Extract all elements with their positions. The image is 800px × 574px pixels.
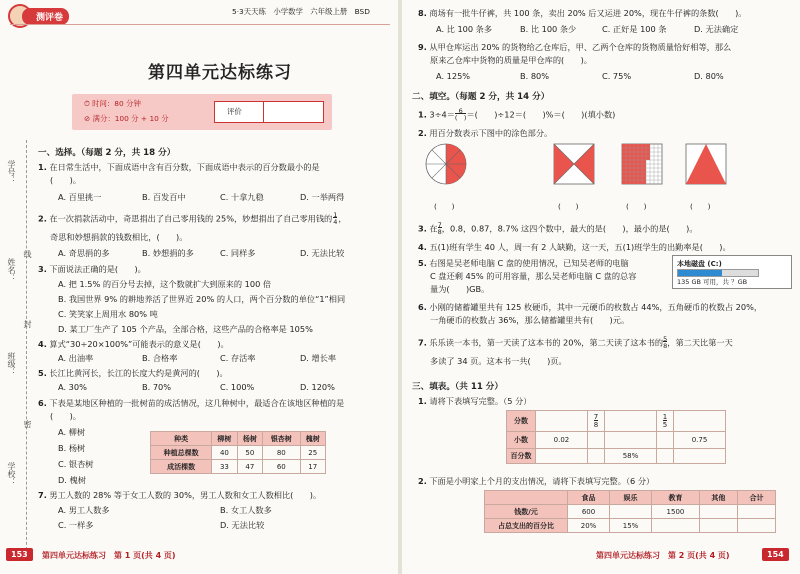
q2-text2: 奇思和妙想捐款的钱数相比，( )。: [50, 232, 188, 242]
f7-frac-num: 5: [663, 335, 668, 343]
right-page: [402, 0, 800, 574]
q8-option-b[interactable]: B. 比 100 条少: [520, 24, 577, 34]
t1-frac-2: [663, 413, 667, 429]
f7-text2: 多读了 34 页。这本书一共( )页。: [430, 356, 567, 366]
t1-cell[interactable]: [656, 449, 673, 464]
t1-cell-frac-2: [656, 411, 673, 432]
t2-th: 食品: [568, 491, 610, 505]
full-score-text: 满分：100 分 + 10 分: [92, 114, 169, 123]
square-figure: [554, 144, 594, 184]
f3: 3. 在$\frac{7}{8}$，0.8，0.87，8.7% 这四个数中，最大的是( )，最小的是( )。: [418, 221, 698, 236]
t2-cell: 600: [568, 505, 610, 519]
q3-option-b[interactable]: B. 我国世界 9% 的耕地养活了世界近 20% 的人口，两个百分数的单位“1”相同: [58, 294, 346, 304]
f2-blank-1[interactable]: ( ): [434, 202, 455, 211]
q8-option-d[interactable]: D. 无法确定: [694, 24, 739, 34]
disk-bar: [677, 269, 759, 277]
q3-text: 下面说法正确的是( )。: [49, 264, 146, 274]
f7: 7. 乐乐读一本书，第一天读了这本书的 20%，第二天读了这本书的$\frac{5}{8}$，第二天比第一天: [418, 335, 733, 350]
table-row: [507, 449, 726, 464]
q6-th: 柳树: [212, 432, 237, 446]
q9-option-d[interactable]: D. 80%: [694, 71, 724, 81]
t1-cell[interactable]: [605, 432, 657, 449]
t2-cell: 20%: [568, 519, 610, 533]
t2-th: [485, 491, 568, 505]
class-label: 班级：: [7, 352, 16, 376]
f1-frac-num: 6: [458, 107, 463, 115]
t2-cell[interactable]: [699, 505, 737, 519]
q6-cell: 25: [300, 446, 326, 460]
f3-frac-num: 7: [437, 221, 442, 229]
page-number-right: 154: [762, 548, 789, 561]
q7-option-d[interactable]: D. 无法比较: [220, 520, 265, 530]
q7-text: 男工人数的 28% 等于女工人数的 30%，男工人数和女工人数相比( )。: [49, 490, 322, 500]
eval-divider: [263, 102, 264, 122]
q4-option-a[interactable]: A. 出油率: [58, 353, 94, 363]
q4-option-c[interactable]: C. 存活率: [220, 353, 256, 363]
table-row: [485, 505, 776, 519]
f7-text-b: ，第二天比第一天: [667, 337, 733, 348]
t2-row-label: 钱数/元: [485, 505, 568, 519]
t1-table: [506, 410, 726, 464]
t1-cell: 0.02: [536, 432, 588, 449]
f7-frac-den: 8: [663, 342, 668, 350]
disk-title: 本地磁盘 (C:): [677, 260, 722, 268]
q6-option-c[interactable]: C. 银杏树: [58, 459, 94, 469]
t1-cell[interactable]: [674, 411, 726, 432]
school-label: 学校：: [7, 462, 16, 486]
q3: 3. 下面说法正确的是( )。: [38, 264, 146, 274]
t1-frac-2-num: 1: [662, 413, 668, 421]
q6-cell: 成活棵数: [151, 460, 212, 474]
f5-text: 右图是吴老师电脑 C 盘的使用情况，已知吴老师的电脑: [429, 258, 629, 268]
disk-bar-fill: [678, 270, 722, 276]
f6: 6. 小刚的储蓄罐里共有 125 枚硬币，其中一元硬币的枚数占 44%，五角硬币的枚数占 20%，: [418, 302, 763, 312]
time-label: ⏱ 时间：80 分钟: [84, 99, 141, 108]
section2-title: 二、填空。（每题 2 分，共 14 分）: [412, 92, 550, 102]
f2-text: 用百分数表示下图中的涂色部分。: [429, 128, 553, 138]
q6-cell: 40: [212, 446, 237, 460]
q9-option-b[interactable]: B. 80%: [520, 71, 550, 81]
footer-right-text: 第四单元达标练习 第 2 页(共 4 页): [596, 551, 730, 560]
q9-text: 从甲仓库运出 20% 的货物给乙仓库后，甲、乙两个仓库的货物质量恰好相等，那么: [429, 42, 732, 52]
q1-option-c[interactable]: C. 十拿九稳: [220, 192, 264, 202]
t2-th: 合计: [737, 491, 775, 505]
q1: 1. 在日常生活中，下面成语中含有百分数，下面成语中表示的百分数最小的是: [38, 162, 320, 172]
f3-text-b: ，0.8，0.87，8.7% 这四个数中，最大的是( )，最小的是( )。: [441, 223, 698, 234]
q2-option-d[interactable]: D. 无法比较: [300, 248, 345, 258]
t2-cell: 15%: [610, 519, 652, 533]
q6-table-header: [151, 432, 326, 446]
t1-cell[interactable]: [674, 449, 726, 464]
f5: 5. 右图是吴老师电脑 C 盘的使用情况，已知吴老师的电脑: [418, 258, 629, 268]
q8: 8. 商场有一批牛仔裤，共 100 条，卖出 20% 后又运进 20%，现在牛仔裤的条数( )。: [418, 8, 747, 18]
t1-frac-1-den: 8: [593, 421, 599, 429]
f1-frac-den[interactable]: ( ): [454, 114, 467, 122]
q6-cell: 50: [237, 446, 262, 460]
q1-option-a[interactable]: A. 百里挑一: [58, 192, 102, 202]
q9-option-c[interactable]: C. 75%: [602, 71, 632, 81]
q9-option-a[interactable]: A. 125%: [436, 71, 471, 81]
q7-option-a[interactable]: A. 男工人数多: [58, 505, 110, 515]
t1-cell[interactable]: [587, 432, 604, 449]
q7-option-b[interactable]: B. 女工人数多: [220, 505, 272, 515]
f3-frac-den: 8: [437, 228, 442, 236]
binding-mi: 密: [23, 420, 32, 428]
q6-cell: 47: [237, 460, 262, 474]
q6-cell: 种植总棵数: [151, 446, 212, 460]
f1-fraction: [455, 108, 467, 122]
t2-row-label: 占总支出的百分比: [485, 519, 568, 533]
f2-blank-4[interactable]: ( ): [690, 202, 711, 211]
q2-frac-den: 4: [333, 218, 338, 226]
t2-table: [484, 490, 776, 533]
page-title: 第四单元达标练习: [148, 63, 292, 83]
f5-text3: 量为( )GB。: [430, 284, 490, 294]
q6-th: 种类: [151, 432, 212, 446]
q4-text: 算式“30÷20×100%”可能表示的意义是( )。: [49, 339, 229, 349]
disk-info: 135 GB 可用，共 ？GB: [677, 278, 748, 286]
q8-option-c[interactable]: C. 正好是 100 条: [602, 24, 667, 34]
f6-text: 小刚的储蓄罐里共有 125 枚硬币，其中一元硬币的枚数占 44%，五角硬币的枚数占 20%，: [429, 302, 763, 312]
q6-th: 银杏树: [263, 432, 300, 446]
q2-text-b: ，: [338, 213, 347, 224]
info-box: [72, 94, 332, 130]
q1-option-d[interactable]: D. 一举两得: [300, 192, 345, 202]
t2-text: 下面是小明家上个月的支出情况，请将下表填写完整。（6 分）: [429, 476, 655, 486]
page-number-left: 153: [6, 548, 33, 561]
f1-text-b: ＝( )÷12＝( )%＝( )(填小数): [466, 109, 616, 120]
q3-option-a[interactable]: A. 把 1.5% 的百分号去掉，这个数就扩大到原来的 100 倍: [58, 279, 272, 289]
section3-title: 三、填表。（共 11 分）: [412, 382, 503, 392]
series-label: 5·3天天练 小学数学 六年级上册 BSD: [232, 7, 370, 16]
q2-option-a[interactable]: A. 奇思捐的多: [58, 248, 110, 258]
logo-badge: 测评卷: [22, 8, 69, 25]
t1-row-label: 百分数: [507, 449, 536, 464]
f1: 1. 3÷4＝ 6 ( )＝( )÷12＝( )%＝( )(填小数): [418, 107, 616, 122]
header-divider: [10, 24, 390, 25]
q5: 5. 长江比黄河长，长江的长度大约是黄河的( )。: [38, 368, 228, 378]
q4: 4. 算式“30÷20×100%”可能表示的意义是( )。: [38, 339, 229, 349]
t2-th: 教育: [652, 491, 700, 505]
eval-box[interactable]: [214, 101, 324, 123]
q9: 9. 从甲仓库运出 20% 的货物给乙仓库后，甲、乙两个仓库的货物质量恰好相等，那么: [418, 42, 732, 52]
t1-row-label: 小数: [507, 432, 536, 449]
t1-row-label: 分数: [507, 411, 536, 432]
q6-cell: 33: [212, 460, 237, 474]
q7-option-c[interactable]: C. 一样多: [58, 520, 94, 530]
f2-blank-3[interactable]: ( ): [626, 202, 647, 211]
q9-text2: 原来乙仓库中货物的质量是甲仓库的( )。: [430, 55, 592, 65]
q1-blank: ( )。: [50, 175, 81, 185]
t2-cell: 1500: [652, 505, 700, 519]
q6-cell: 80: [263, 446, 300, 460]
f2-blank-2[interactable]: ( ): [558, 202, 579, 211]
left-page: [0, 0, 398, 574]
q6-th: 杨树: [237, 432, 262, 446]
t1-cell: 58%: [605, 449, 657, 464]
q2-frac-num: 1: [333, 211, 338, 219]
q6-th: 槐树: [300, 432, 326, 446]
score-label: ⊘ 满分：100 分 + 10 分: [84, 114, 169, 123]
q3-option-c[interactable]: C. 笑笑家上周用水 80% 吨: [58, 309, 158, 319]
table-row: [507, 411, 726, 432]
table-row: [507, 432, 726, 449]
binding-line: [26, 140, 27, 560]
binding-xian: 线: [23, 250, 32, 258]
q6-option-b[interactable]: B. 杨树: [58, 443, 86, 453]
q6-option-a[interactable]: A. 柳树: [58, 427, 86, 437]
q8-text: 商场有一批牛仔裤，共 100 条，卖出 20% 后又运进 20%，现在牛仔裤的条数( )。: [429, 8, 747, 18]
triangle-figure: [686, 144, 726, 184]
t2-cell[interactable]: [699, 519, 737, 533]
q6: 6. 下表是某地区种植的一批树苗的成活情况，这几种树中，最适合在该地区种植的是: [38, 398, 345, 408]
student-id-label: 学号：: [7, 160, 16, 184]
t1-cell: 0.75: [674, 432, 726, 449]
q6-table: [150, 431, 326, 474]
circle-figure: [426, 144, 466, 184]
t1-cell-frac-1: [587, 411, 604, 432]
q6-option-d[interactable]: D. 槐树: [58, 475, 86, 485]
eval-label: 评价: [227, 107, 242, 116]
f4-text: 五(1)班有学生 40 人，周一有 2 人缺勤，这一天，五(1)班学生的出勤率是( )。: [429, 242, 731, 252]
table-row: [485, 519, 776, 533]
t1-text: 请将下表填写完整。（5 分）: [429, 396, 532, 406]
q5-option-a[interactable]: A. 30%: [58, 382, 87, 392]
f2: 2. 用百分数表示下图中的涂色部分。: [418, 128, 553, 138]
q2-option-c[interactable]: C. 同样多: [220, 248, 256, 258]
q7: 7. 男工人数的 28% 等于女工人数的 30%，男工人数和女工人数相比( )。: [38, 490, 322, 500]
table-row: [485, 491, 776, 505]
table-row: [151, 460, 326, 474]
q6-text2: ( )。: [50, 411, 81, 421]
t2-cell[interactable]: [737, 505, 775, 519]
t2-cell[interactable]: [737, 519, 775, 533]
t1-cell[interactable]: [656, 432, 673, 449]
q6-cell: 60: [263, 460, 300, 474]
f6-text2: 一角硬币的枚数占 36%，那么储蓄罐里共有( )元。: [430, 315, 630, 325]
f2-figures: [416, 140, 796, 198]
t1-cell[interactable]: [536, 411, 588, 432]
t2-cell[interactable]: [610, 505, 652, 519]
f3-text-a: 在: [429, 223, 438, 234]
q2-option-b[interactable]: B. 妙想捐的多: [142, 248, 194, 258]
q4-option-b[interactable]: B. 合格率: [142, 353, 178, 363]
t1-cell[interactable]: [605, 411, 657, 432]
q5-text: 长江比黄河长，长江的长度大约是黄河的( )。: [49, 368, 228, 378]
t2-th: 娱乐: [610, 491, 652, 505]
q6-text: 下表是某地区种植的一批树苗的成活情况，这几种树中，最适合在该地区种植的是: [49, 398, 345, 408]
q4-option-d[interactable]: D. 增长率: [300, 353, 337, 363]
binding-feng: 封: [23, 320, 32, 328]
f5-text2: C 盘还剩 45% 的可用容量，那么吴老师电脑 C 盘的总容: [430, 271, 637, 281]
section1-title: 一、选择。（每题 2 分，共 18 分）: [38, 148, 176, 158]
footer-left-text: 第四单元达标练习 第 1 页(共 4 页): [42, 551, 176, 560]
q5-option-c[interactable]: C. 100%: [220, 382, 255, 392]
t1-frac-1: [594, 413, 598, 429]
q1-text: 在日常生活中，下面成语中含有百分数，下面成语中表示的百分数最小的是: [49, 162, 320, 172]
t2-cell[interactable]: [652, 519, 700, 533]
q6-cell: 17: [300, 460, 326, 474]
q2-text: 在一次捐款活动中，奇思捐出了自己零用钱的 25%，妙想捐出了自己零用钱的: [49, 213, 333, 224]
name-label: 姓名：: [7, 258, 16, 282]
t1-cell[interactable]: [587, 449, 604, 464]
t2-th: 其他: [699, 491, 737, 505]
disk-widget: [672, 255, 792, 289]
q5-option-b[interactable]: B. 70%: [142, 382, 172, 392]
t2: 2. 下面是小明家上个月的支出情况，请将下表填写完整。（6 分）: [418, 476, 655, 486]
q8-option-a[interactable]: A. 比 100 条多: [436, 24, 493, 34]
q1-option-b[interactable]: B. 百发百中: [142, 192, 186, 202]
f4: 4. 五(1)班有学生 40 人，周一有 2 人缺勤，这一天，五(1)班学生的出勤率是( )。: [418, 242, 731, 252]
t1: 1. 请将下表填写完整。（5 分）: [418, 396, 532, 406]
t1-frac-2-den: 5: [662, 421, 668, 429]
table-row: [151, 446, 326, 460]
q2: 2. 在一次捐款活动中，奇思捐出了自己零用钱的 25%，妙想捐出了自己零用钱的$\frac{1}{4}$，: [38, 211, 347, 226]
q5-option-d[interactable]: D. 120%: [300, 382, 335, 392]
t1-frac-1-num: 7: [593, 413, 599, 421]
t1-cell[interactable]: [536, 449, 588, 464]
grid-figure: [622, 144, 662, 184]
f1-text-a: 3÷4＝: [429, 109, 455, 120]
f7-text-a: 乐乐读一本书，第一天读了这本书的 20%，第二天读了这本书的: [429, 337, 664, 348]
q2-fraction: [333, 212, 337, 226]
time-text: 时间：80 分钟: [92, 99, 141, 108]
q3-option-d[interactable]: D. 某工厂生产了 105 个产品，全部合格，这些产品的合格率是 105%: [58, 324, 313, 334]
